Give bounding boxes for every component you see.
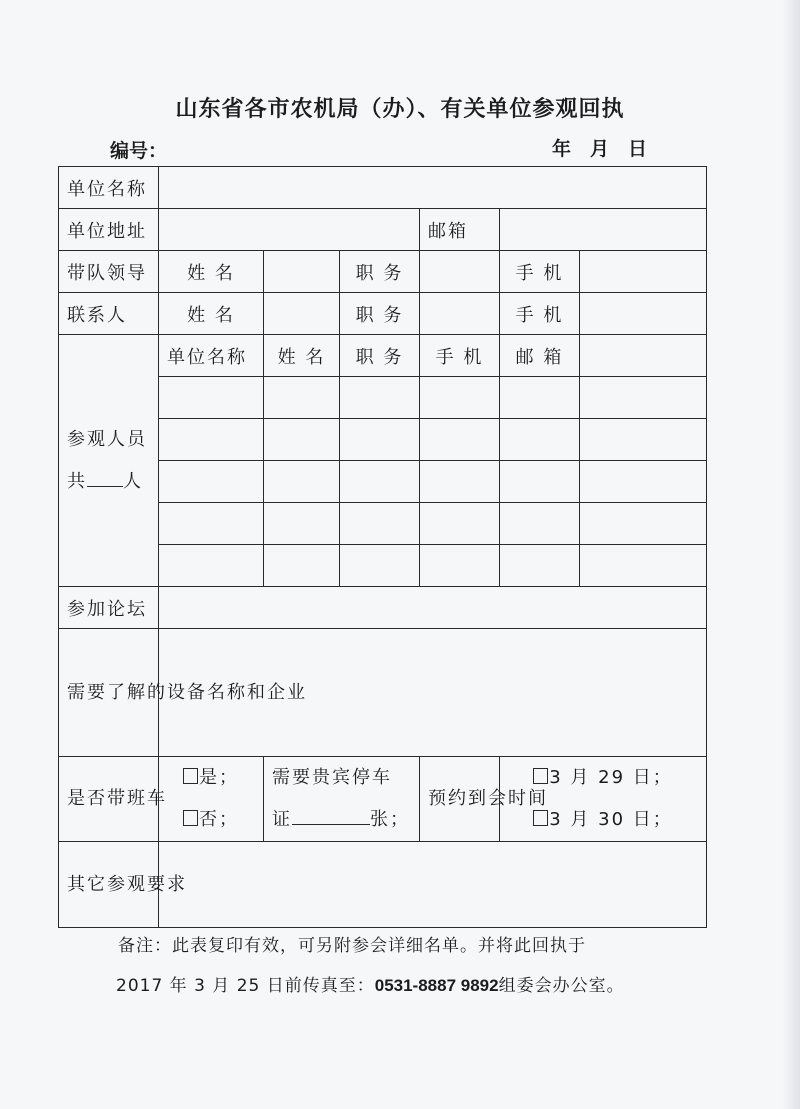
attendee-unit-field[interactable]: [159, 545, 264, 587]
unit-name-label: 单位名称: [59, 167, 159, 209]
leader-name-label: 姓 名: [159, 251, 264, 293]
arrival-option-30[interactable]: [508, 799, 698, 841]
arrival-time-label: 预约到会时间: [420, 757, 500, 842]
parking-pass-label: 需要贵宾停车: [272, 767, 392, 788]
attendee-mailbox-field[interactable]: [500, 461, 580, 503]
attendee-mobile-field[interactable]: [420, 545, 500, 587]
footnote-line1: 备注：此表复印有效，可另附参会详细名单。并将此回执于: [118, 936, 586, 956]
equipment-row: [59, 629, 707, 757]
other-requirements-label: 其它参观要求: [59, 842, 159, 928]
checkbox-icon[interactable]: [533, 810, 548, 826]
attendees-header-name: 姓 名: [264, 335, 340, 377]
attendees-count-prefix: 共: [67, 470, 87, 492]
unit-address-row: [59, 209, 707, 251]
parking-pass-prefix: 证: [272, 809, 292, 830]
fax-number: 0531-8887 9892: [374, 976, 499, 995]
forum-field[interactable]: [159, 587, 707, 629]
attendee-unit-field[interactable]: [159, 419, 264, 461]
attendees-header-mailbox: 邮 箱: [500, 335, 580, 377]
attendee-unit-field[interactable]: [159, 503, 264, 545]
attendee-mobile-field[interactable]: [420, 377, 500, 419]
contact-name-field[interactable]: [264, 293, 340, 335]
attendee-mailbox-field[interactable]: [500, 377, 580, 419]
parking-pass-suffix: 张；: [370, 809, 410, 830]
attendees-header-unit: 单位名称: [159, 335, 264, 377]
forum-row: [59, 587, 707, 629]
attendee-mobile-field[interactable]: [420, 461, 500, 503]
attendee-name-field[interactable]: [264, 461, 340, 503]
unit-address-field[interactable]: [159, 209, 420, 251]
attendee-position-field[interactable]: [340, 419, 420, 461]
attendee-position-field[interactable]: [340, 461, 420, 503]
attendees-header-mobile: 手 机: [420, 335, 500, 377]
leader-mobile-field[interactable]: [580, 251, 707, 293]
attendees-header-row: [59, 335, 707, 377]
attendee-extra-field[interactable]: [580, 377, 707, 419]
attendees-count-suffix: 人: [123, 470, 143, 492]
attendee-extra-field[interactable]: [580, 461, 707, 503]
attendee-position-field[interactable]: [340, 377, 420, 419]
leader-row: [59, 251, 707, 293]
arrival-option-29[interactable]: [508, 757, 698, 799]
attendee-unit-field[interactable]: [159, 461, 264, 503]
unit-address-label: 单位地址: [59, 209, 159, 251]
scan-edge-shadow: [782, 0, 800, 1109]
shuttle-yes-label: 是；: [199, 767, 239, 788]
shuttle-no-option[interactable]: [167, 799, 255, 841]
attendee-name-field[interactable]: [264, 503, 340, 545]
leader-position-field[interactable]: [420, 251, 500, 293]
attendees-count-label: [67, 461, 150, 503]
leader-name-field[interactable]: [264, 251, 340, 293]
contact-mobile-label: 手 机: [500, 293, 580, 335]
contact-name-label: 姓 名: [159, 293, 264, 335]
arrival-option-30-label: 3 月 30 日；: [549, 809, 673, 830]
attendee-mailbox-field[interactable]: [500, 419, 580, 461]
attendee-extra-field[interactable]: [580, 545, 707, 587]
attendee-extra-field[interactable]: [580, 503, 707, 545]
leader-label: 带队领导: [59, 251, 159, 293]
forum-label: 参加论坛: [59, 587, 159, 629]
checkbox-icon[interactable]: [183, 768, 198, 784]
contact-position-field[interactable]: [420, 293, 500, 335]
attendee-mobile-field[interactable]: [420, 419, 500, 461]
unit-name-field[interactable]: [159, 167, 707, 209]
unit-name-row: [59, 167, 707, 209]
leader-mobile-label: 手 机: [500, 251, 580, 293]
attendee-name-field[interactable]: [264, 545, 340, 587]
shuttle-options: [159, 757, 264, 842]
attendee-mailbox-field[interactable]: [500, 545, 580, 587]
checkbox-icon[interactable]: [533, 768, 548, 784]
parking-pass-cell: [264, 757, 420, 842]
parking-pass-count: [272, 799, 411, 841]
attendees-label-cell: [59, 335, 159, 587]
arrival-option-29-label: 3 月 29 日；: [549, 767, 673, 788]
leader-position-label: 职 务: [340, 251, 420, 293]
attendee-position-field[interactable]: [340, 545, 420, 587]
attendee-mobile-field[interactable]: [420, 503, 500, 545]
logistics-row: [59, 757, 707, 842]
serial-number-label: 编号：: [110, 140, 168, 162]
contact-row: [59, 293, 707, 335]
contact-position-label: 职 务: [340, 293, 420, 335]
attendee-name-field[interactable]: [264, 377, 340, 419]
footnote-recipient: 组委会办公室。: [498, 976, 625, 996]
footnote-deadline: 2017 年 3 月 25 日前传真至：: [116, 976, 375, 996]
equipment-label: 需要了解的设备名称和企业: [59, 629, 159, 757]
shuttle-yes-option[interactable]: [167, 757, 255, 799]
attendee-position-field[interactable]: [340, 503, 420, 545]
checkbox-icon[interactable]: [183, 810, 198, 826]
shuttle-no-label: 否；: [199, 809, 239, 830]
contact-mobile-field[interactable]: [580, 293, 707, 335]
attendees-label: 参观人员: [67, 428, 147, 450]
attendees-header-blank: [580, 335, 707, 377]
other-requirements-field[interactable]: [159, 842, 707, 928]
date-label: 年 月 日: [552, 138, 648, 160]
attendee-extra-field[interactable]: [580, 419, 707, 461]
attendee-mailbox-field[interactable]: [500, 503, 580, 545]
shuttle-label: 是否带班车: [59, 757, 159, 842]
attendees-header-position: 职 务: [340, 335, 420, 377]
contact-label: 联系人: [59, 293, 159, 335]
document-title: 山东省各市农机局（办）、有关单位参观回执: [175, 97, 625, 122]
parking-pass-blank[interactable]: [292, 824, 370, 825]
footnote: [118, 926, 718, 1006]
mailbox-field[interactable]: [500, 209, 707, 251]
attendees-count-blank[interactable]: [87, 486, 123, 487]
attendee-name-field[interactable]: [264, 419, 340, 461]
reply-form-table: [58, 166, 707, 928]
footnote-line2: [116, 966, 718, 1006]
mailbox-label: 邮箱: [420, 209, 500, 251]
other-requirements-row: [59, 842, 707, 928]
attendee-unit-field[interactable]: [159, 377, 264, 419]
